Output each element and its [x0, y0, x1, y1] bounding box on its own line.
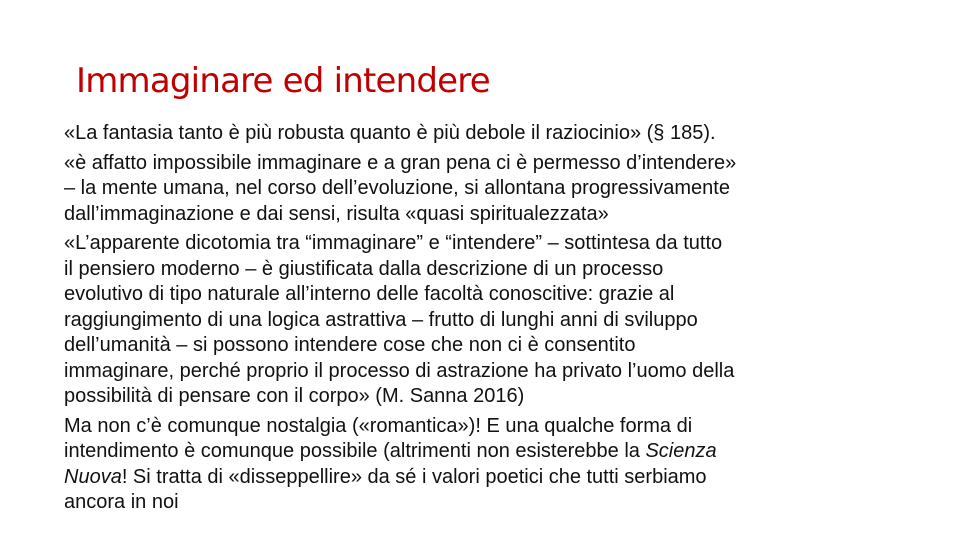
- text-line: il pensiero moderno – è giustificata dalla descrizione di un processo: [64, 257, 664, 280]
- text-line: raggiungimento di una logica astrattiva – frutto di lunghi anni di sviluppo: [64, 308, 698, 331]
- text-line: – la mente umana, nel corso dell’evoluzione, si allontana progressivamente: [64, 177, 730, 199]
- italic-title-segment: Nuova: [64, 465, 122, 488]
- slide-title: Immaginare ed intendere: [76, 61, 490, 101]
- text-line: [64, 440, 717, 462]
- text-segment: ! Si tratta di «disseppellire» da sé i valori poetici che tutti serbiamo: [121, 465, 707, 488]
- text-line: dall’immaginazione e dai sensi, risulta «quasi spiritualezzata»: [64, 202, 609, 225]
- text-line: possibilità di pensare con il corpo» (M. Sanna 2016): [64, 385, 525, 407]
- paragraph-vico-quote: [64, 121, 894, 147]
- text-line: Ma non c’è comunque nostalgia («romantica»)! E una qualche forma di: [64, 414, 693, 437]
- text-line: evolutivo di tipo naturale all’interno delle facoltà conoscitive: grazie al: [64, 283, 675, 305]
- text-line: ancora in noi: [64, 491, 179, 513]
- italic-title-segment: Scienza: [645, 440, 717, 462]
- text-line: «è affatto impossibile immaginare e a gran pena ci è permesso d’intendere»: [64, 151, 737, 174]
- slide-body: [64, 121, 894, 516]
- text-line: [64, 466, 707, 488]
- text-line: «L’apparente dicotomia tra “immaginare” e “intendere” – sottintesa da tutto: [64, 232, 723, 254]
- text-line: «La fantasia tanto è più robusta quanto è più debole il raziocinio» (§ 185).: [64, 122, 716, 144]
- paragraph-intendere: [64, 151, 894, 228]
- text-line: immaginare, perché proprio il processo di astrazione ha privato l’uomo della: [64, 359, 735, 382]
- text-line: dell’umanità – si possono intendere cose che non ci è consentito: [64, 334, 636, 356]
- paragraph-sanna-quote: [64, 231, 894, 410]
- text-segment: intendimento è comunque possibile (altrimenti non esisterebbe la: [64, 440, 646, 462]
- paragraph-nostalgia: [64, 414, 894, 516]
